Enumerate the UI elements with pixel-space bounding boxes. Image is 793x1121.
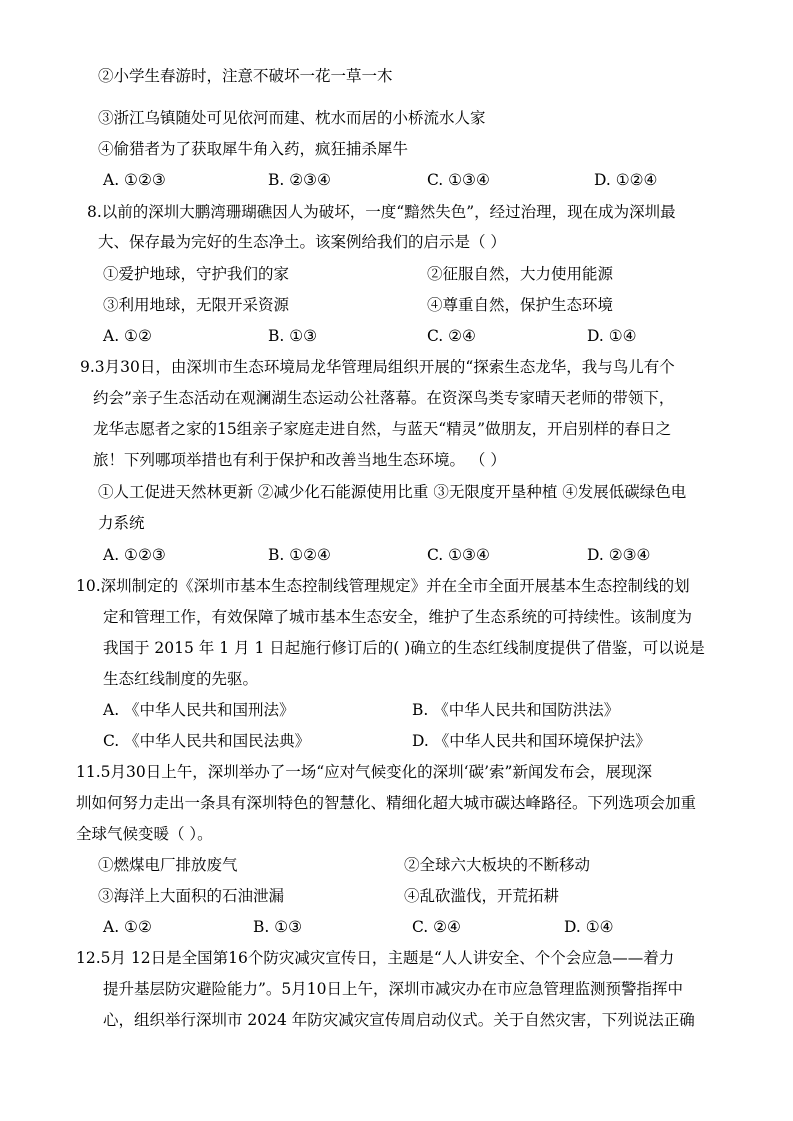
q11-item-2: ②全球六大板块的不断移动 — [404, 856, 591, 874]
q9-stem-line-2: 约会”亲子生态活动在观澜湖生态运动公社落幕。在资深鸟类专家晴天老师的带领下， — [93, 389, 675, 407]
q11-stem-line-1: 11.5月30日上午，深圳举办了一场“应对气候变化的深圳‘碳’索”新闻发布会，展现深 — [76, 763, 652, 781]
q7-item-3: ③浙江乌镇随处可见依河而建、枕水而居的小桥流水人家 — [98, 109, 486, 127]
q8-option-a: A. ①② — [103, 327, 152, 345]
q10-stem-line-2: 定和管理工作，有效保障了城市基本生态安全，维护了生态系统的可持续性。该制度为 — [103, 608, 693, 626]
q9-option-d: D. ②③④ — [587, 546, 651, 564]
q11-stem-line-3: 全球气候变暖（ ）。 — [76, 825, 213, 843]
q11-item-1: ①燃煤电厂排放废气 — [98, 856, 238, 874]
q8-item-4: ④尊重自然，保护生态环境 — [427, 296, 614, 314]
q7-option-b: B. ②③④ — [268, 171, 331, 189]
q9-stem-line-3: 龙华志愿者之家的15组亲子家庭走进自然，与蓝天“精灵”做朋友，开启别样的春日之 — [93, 420, 672, 438]
q10-option-c: C. 《中华人民共和国民法典》 — [103, 732, 311, 750]
q9-items-line-1: ①人工促进天然林更新 ②减少化石能源使用比重 ③无限度开垦种植 ④发展低碳绿色电 — [98, 483, 687, 501]
q12-stem-line-3: 心，组织举行深圳市 2024 年防灾减灾宣传周启动仪式。关于自然灾害，下列说法正确 — [103, 1011, 695, 1029]
q8-option-d: D. ①④ — [587, 327, 637, 345]
q11-item-4: ④乱砍滥伐，开荒拓耕 — [404, 887, 560, 905]
q8-option-b: B. ①③ — [268, 327, 318, 345]
q11-option-d: D. ①④ — [564, 918, 614, 936]
q9-items-line-2: 力系统 — [98, 514, 145, 532]
q11-stem-line-2: 圳如何努力走出一条具有深圳特色的智慧化、精细化超大城市碳达峰路径。下列选项会加重 — [76, 794, 697, 812]
q8-stem-line-2: 大、保存最为完好的生态净土。该案例给我们的启示是（ ） — [98, 233, 506, 251]
q10-stem-line-3: 我国于 2015 年 1 月 1 日起施行修订后的( )确立的生态红线制度提供了借鉴，可以说是 — [103, 639, 705, 657]
q9-stem-line-1: 9.3月30日，由深圳市生态环境局龙华管理局组织开展的“探索生态龙华，我与鸟儿有个 — [80, 358, 675, 376]
q8-stem-line-1: 8.以前的深圳大鹏湾珊瑚礁因人为破坏，一度“黯然失色”，经过治理，现在成为深圳最 — [87, 203, 676, 221]
q8-item-1: ①爱护地球，守护我们的家 — [103, 265, 290, 283]
q9-option-a: A. ①②③ — [103, 546, 166, 564]
q10-option-b: B. 《中华人民共和国防洪法》 — [412, 701, 620, 719]
q11-option-a: A. ①② — [103, 918, 152, 936]
q12-stem-line-2: 提升基层防灾避险能力”。5月10日上午，深圳市减灾办在市应急管理监测预警指挥中 — [103, 980, 684, 998]
q11-item-3: ③海洋上大面积的石油泄漏 — [98, 887, 285, 905]
q10-stem-line-4: 生态红线制度的先驱。 — [103, 670, 259, 688]
q7-option-a: A. ①②③ — [103, 171, 166, 189]
q8-option-c: C. ②④ — [427, 327, 476, 345]
q9-option-c: C. ①③④ — [427, 546, 490, 564]
q9-option-b: B. ①②④ — [268, 546, 331, 564]
q7-option-d: D. ①②④ — [594, 171, 658, 189]
q11-option-c: C. ②④ — [412, 918, 461, 936]
q9-stem-line-4: 旅！下列哪项举措也有利于保护和改善当地生态环境。 （ ） — [93, 451, 506, 469]
q7-item-2: ②小学生春游时，注意不破坏一花一草一木 — [98, 67, 393, 85]
q8-item-3: ③利用地球，无限开采资源 — [103, 296, 290, 314]
q7-item-4: ④偷猎者为了获取犀牛角入药，疯狂捕杀犀牛 — [98, 140, 409, 158]
q10-option-a: A. 《中华人民共和国刑法》 — [103, 701, 295, 719]
q10-option-d: D. 《中华人民共和国环境保护法》 — [412, 732, 651, 750]
q8-item-2: ②征服自然，大力使用能源 — [427, 265, 614, 283]
q11-option-b: B. ①③ — [253, 918, 303, 936]
q12-stem-line-1: 12.5月 12日是全国第16个防灾减灾宣传日，主题是“人人讲安全、个个会应急——着力 — [76, 949, 675, 967]
q10-stem-line-1: 10.深圳制定的《深圳市基本生态控制线管理规定》并在全市全面开展基本生态控制线的划 — [76, 577, 690, 595]
q7-option-c: C. ①③④ — [427, 171, 490, 189]
